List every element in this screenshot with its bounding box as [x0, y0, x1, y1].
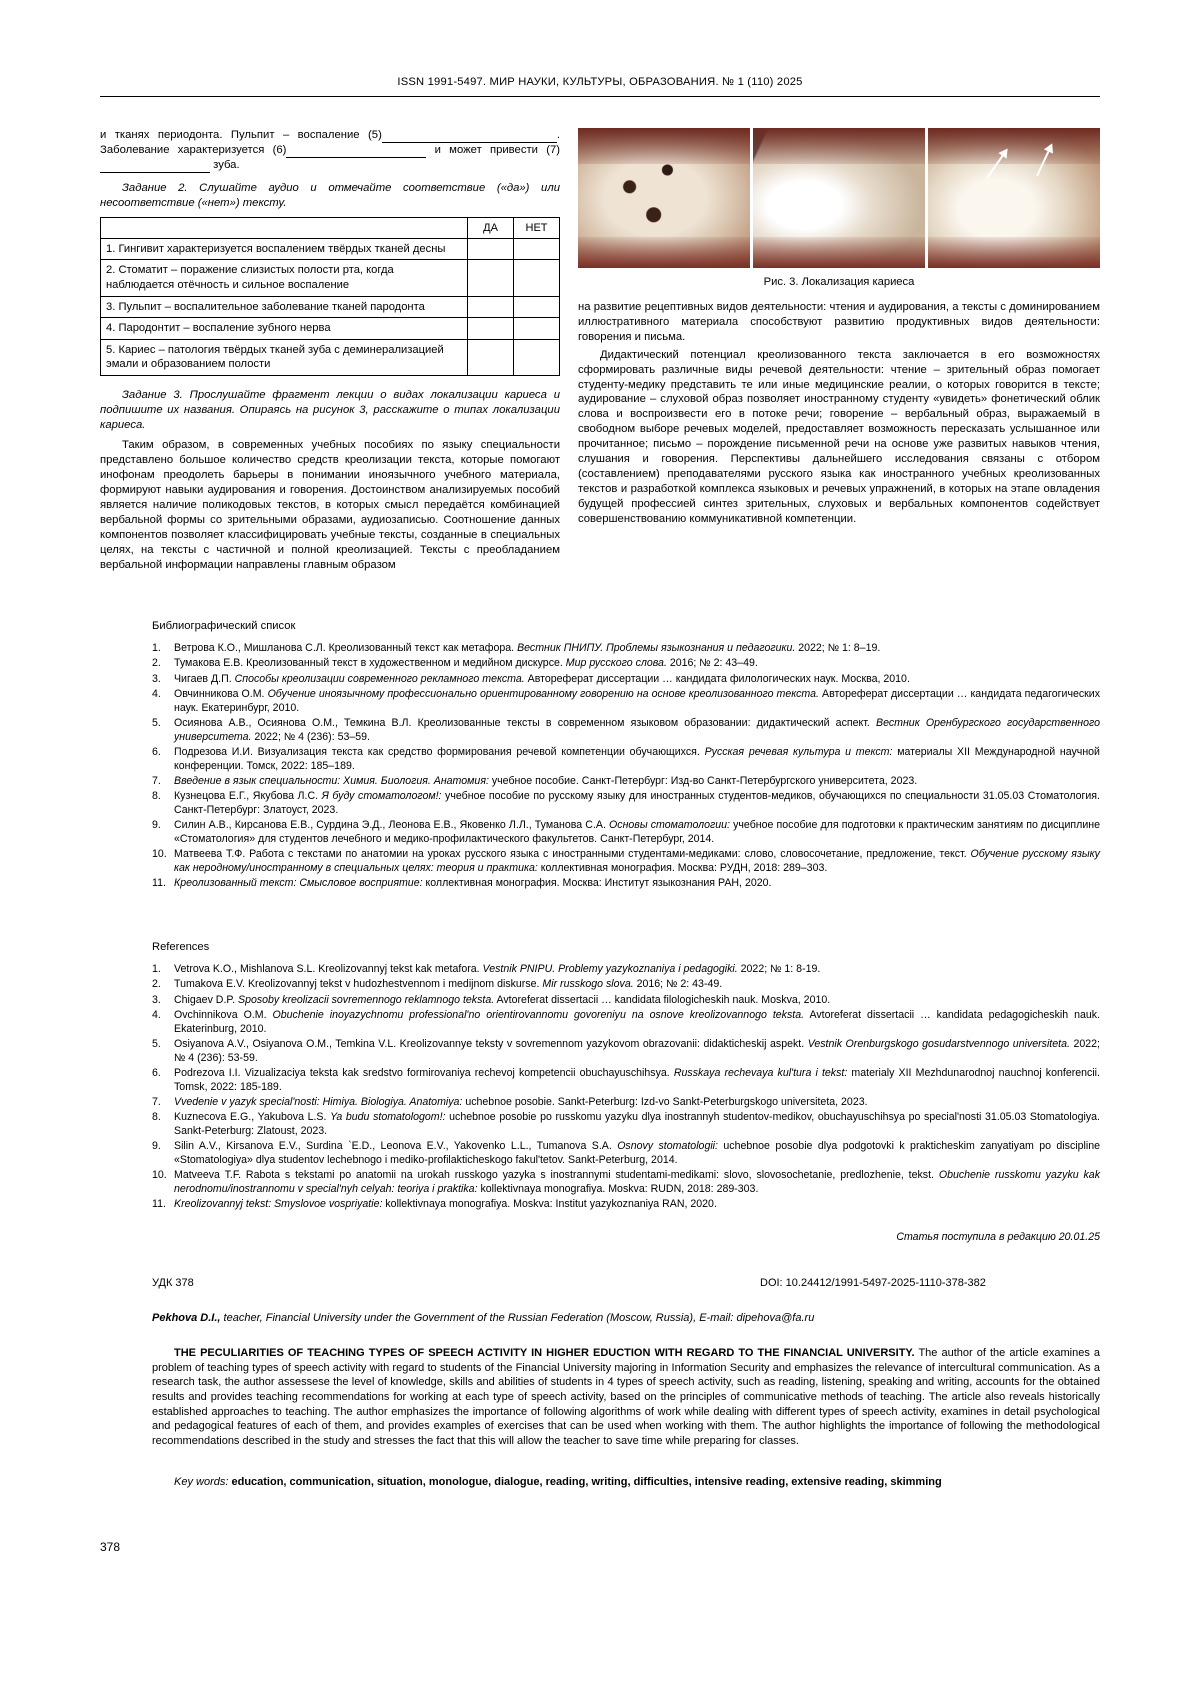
bibliography-item [152, 688, 1100, 716]
bibliography-item [152, 877, 1100, 891]
reference-item [152, 1198, 1100, 1212]
reference-item [152, 1140, 1100, 1168]
item-text: Чигаев Д.П. Способы креолизации современного рекламного текста. Автореферат диссертации … кандидата филологических наук. Москва, 2010. [174, 672, 910, 685]
right-column [578, 300, 1100, 527]
quiz-statement: 2. Стоматит – поражение слизистых полости рта, когда наблюдается отёчность и сильное воспаление [101, 260, 468, 296]
blank-7 [100, 162, 210, 173]
item-number: 7. [152, 774, 161, 787]
abstract-block [152, 1346, 1100, 1448]
author-name: Pekhova D.I., [152, 1312, 221, 1324]
article-title: THE PECULIARITIES OF TEACHING TYPES OF SPEECH ACTIVITY IN HIGHER EDUCTION WITH REGARD TO THE FINANCIAL UNIVERSITY. [174, 1347, 915, 1359]
answer-cell-yes[interactable] [468, 238, 514, 260]
photo-gingiva-bottom [928, 237, 1100, 268]
intro-paragraph [100, 128, 560, 173]
item-number: 5. [152, 1037, 161, 1050]
item-number: 4. [152, 687, 161, 700]
item-text: Kreolizovannyj tekst: Smyslovoe vospriyatie: kollektivnaya monografiya. Moskva: Institut yazykoznaniya RAN, 2020. [174, 1198, 717, 1211]
item-number: 9. [152, 819, 161, 832]
item-number: 10. [152, 848, 167, 861]
item-text: Tumakova E.V. Kreolizovannyj tekst v hudozhestvennom i medijnom diskurse. Mir russkogo slova. 2016; № 2: 43-49. [174, 978, 723, 991]
received-date: Статья поступила в редакцию 20.01.25 [896, 1231, 1100, 1243]
item-text: Силин А.В., Кирсанова Е.В., Сурдина Э.Д., Леонова Е.В., Яковенко Л.Л., Туманова С.А. Основы стоматологии: учебное пособие для подготовки к практическим занятиям по дисциплине «Стоматология» для студентов лечебного и медико-профилактического факультетов. Санкт-Петербург, 2014. [174, 819, 1100, 845]
table-header-blank [101, 217, 468, 238]
item-text: Матвеева Т.Ф. Работа с текстами по анатомии на уроках русского языка с иностранными студентами-медиками: слово, словосочетание, предложение, текст. Обучение русскому языку как неродному/иностранному в специальных целях: теория и практика: коллективная монография. Москва: РУДН, 2018: 289–303. [174, 848, 1100, 874]
bibliography-item [152, 848, 1100, 876]
item-number: 2. [152, 978, 161, 991]
table-row [101, 238, 560, 260]
item-text: Введение в язык специальности: Химия. Биология. Анатомия: учебное пособие. Санкт-Петербург: Изд-во Санкт-Петербургского университета, 2023. [174, 774, 918, 787]
intro-text-1: и тканях периодонта. Пульпит – воспаление (5) [100, 129, 382, 141]
photo-gingiva-top [928, 128, 1100, 164]
task-3-instruction: Задание 3. Прослушайте фрагмент лекции о видах локализации кариеса и подпишите их названия. Опираясь на рисунок 3, расскажите о типах локализации кариеса. [100, 388, 560, 431]
column-header-yes: ДА [468, 217, 514, 238]
item-number: 9. [152, 1140, 161, 1153]
left-body-paragraph: Таким образом, в современных учебных пособиях по языку специальности представлено большое количество средств креолизации текста, которые помогают инофонам преодолеть барьеры в понимании иноязычного учебного материала, формируют навыки аудирования и говорения. Достоинством анализируемых пособий является наличие поликодовых текстов, в которых смысл передаётся комбинацией вербальной формы со зрительными образами, аудиозаписью. Соотношение данных компонентов позволяет классифицировать учебные тексты, созданные в специальных целях, на тексты с частичной и полной креолизацией. Тексты с преобладанием вербальной информации направлены главным образом [100, 439, 560, 571]
item-number: 1. [152, 963, 161, 975]
table-row [101, 339, 560, 375]
reference-item [152, 963, 1100, 977]
figure-3-images [578, 128, 1100, 268]
bibliography-item [152, 790, 1100, 818]
item-number: 11. [152, 1198, 166, 1211]
abstract-text: The author of the article examines a problem of teaching types of speech activity with regard to students of the Financial University majoring in Information Security and emphasizes the relevance of intercultural communication. As a research task, the author assessese the level of knowledge, skills and abilities of students in 4 types of speech activity, such as reading, listening, speaking and writing, accounts for the obtained results and provides teaching recommendations for working at each type of speech activity, based on the principles of communicative methods of teaching. The article also reveals historically established approaches to teaching. The author emphasizes the importance of following algorithms of work while dealing with different types of speech activity, examines in detail psychological and pedagogical features of each of them, and provides examples of exercises that can be used when working with them. The author highlights the importance of following the methodological recommendations described in the study and stresses the fact that this will allow the teacher to save time while preparing for classes. [152, 1347, 1101, 1447]
item-text: Vetrova K.O., Mishlanova S.L. Kreolizovannyj tekst kak metafora. Vestnik PNIPU. Problemy yazykoznaniya i pedagogiki. 2022; № 1: 8-19. [174, 963, 821, 975]
item-text: Kuznecova E.G., Yakubova L.S. Ya budu stomatologom!: uchebnoe posobie po russkomu yazyku dlya inostrannyh studentov-medikov, obuchayuschihsya po special'nosti 31.05.03 Stomatologiya. Sankt-Peterburg: Zlatoust, 2023. [174, 1111, 1100, 1137]
reference-item [152, 978, 1100, 992]
photo-gingiva-bottom [753, 237, 925, 268]
bibliography-item [152, 819, 1100, 847]
right-body-paragraph-2: Дидактический потенциал креолизованного текста заключается в его возможностях сформировать различные виды речевой деятельности: чтение – зрительный образ помогает студенту-медику представить те или иные медицинские реалии, о которых говорится в тексте; аудирование – слуховой образ позволяет иностранному студенту «увидеть» фонетический облик слова и воспроизвести его в потоке речи; говорение – вербальный образ, выражаемый в свободном выборе речевых моделей, предоставляет возможность пересказать услышанное или прочитанное; письмо – порождение письменной речи на основе уже развитых навыков чтения, слушания и говорения. Перспективы дальнейшего исследования связаны с отбором (составлением) преподавателями русского языка как иностранного учебных креолизованных текстов и разработкой комплекса языковых и речевых упражнений, в которых на этапе овладения будущей профессией синтез зрительных, слуховых и вербальных компонентов содействует совершенствованию коммуникативной компетенции. [578, 348, 1100, 525]
answer-cell-no[interactable] [514, 318, 560, 340]
item-number: 8. [152, 1111, 161, 1124]
item-text: Тумакова Е.В. Креолизованный текст в художественном и медийном дискурсе. Мир русского слова. 2016; № 2: 43–49. [174, 657, 758, 670]
references-heading: References [152, 941, 210, 953]
item-text: Vvedenie v yazyk special'nosti: Himiya. Biologiya. Anatomiya: uchebnoe posobie. Sankt-Peterburg: Izd-vo Sankt-Peterburgskogo universiteta, 2023. [174, 1095, 868, 1108]
item-number: 3. [152, 993, 161, 1006]
author-line [152, 1312, 1100, 1324]
header-divider [100, 96, 1100, 97]
right-body-paragraph-1: на развитие рецептивных видов деятельности: чтения и аудирования, а тексты с доминированием иллюстративного материала способствуют развитию продуктивных видов деятельности: говорения и письма. [578, 301, 1100, 343]
bibliography-item [152, 746, 1100, 774]
item-text: Подрезова И.И. Визуализация текста как средство формирования речевой компетенции обучающихся. Русская речевая культура и текст: материалы XII Международной научной конференции. Томск, 2022: 185–189. [174, 745, 1100, 772]
answer-cell-no[interactable] [514, 238, 560, 260]
abstract-paragraph [152, 1346, 1100, 1448]
item-number: 6. [152, 745, 161, 758]
reference-item [152, 1009, 1100, 1037]
bibliography-list [152, 642, 1100, 893]
photo-gingiva-top [753, 128, 925, 164]
table-header-row [101, 217, 560, 238]
keywords-label: Key words: [174, 1476, 229, 1488]
quiz-statement: 3. Пульпит – воспалительное заболевание тканей пародонта [101, 296, 468, 318]
journal-header: ISSN 1991-5497. МИР НАУКИ, КУЛЬТУРЫ, ОБРАЗОВАНИЯ. № 1 (110) 2025 [397, 76, 803, 88]
intro-text-3: и может привести (7) [426, 143, 561, 156]
reference-item [152, 1067, 1100, 1095]
author-affiliation: teacher, Financial University under the Government of the Russian Federation (Moscow, Russia), E-mail: dipehova@fa.ru [220, 1312, 815, 1324]
bibliography-item [152, 642, 1100, 656]
item-text: Осиянова А.В., Осиянова О.М., Темкина В.Л. Креолизованные тексты в современном языковом образовании: дидактический аспект. Вестник Оренбургского государственного университета. 2022; № 4 (236): 53–59. [174, 716, 1100, 743]
reference-item [152, 994, 1100, 1008]
bibliography-item [152, 717, 1100, 745]
item-text: Silin A.V., Kirsanova E.V., Surdina `E.D., Leonova E.V., Yakovenko L.L., Tumanova S.A. Osnovy stomatologii: uchebnoe posobie dlya podgotovki k prakticheskim zanyatiyam po discipline «Stomatologiya» dlya studentov lechebnogo i mediko-profilakticheskogo fakul'tetov. Sankt-Peterburg, 2014. [174, 1140, 1100, 1166]
bibliography-item [152, 657, 1100, 671]
photo-cervical-caries [928, 128, 1100, 268]
reference-item [152, 1096, 1100, 1110]
keywords-block [152, 1475, 1100, 1490]
table-row [101, 296, 560, 318]
item-number: 11. [152, 877, 166, 890]
reference-item [152, 1169, 1100, 1197]
photo-proximal-caries [753, 128, 925, 268]
answer-cell-no[interactable] [514, 260, 560, 296]
quiz-statement: 4. Пародонтит – воспаление зубного нерва [101, 318, 468, 340]
item-number: 2. [152, 657, 161, 670]
item-number: 7. [152, 1095, 161, 1108]
table-row [101, 318, 560, 340]
task-2-instruction: Задание 2. Слушайте аудио и отмечайте соответствие («да») или несоответствие («нет») тексту. [100, 181, 560, 209]
answer-cell-yes[interactable] [468, 260, 514, 296]
figure-3-caption: Рис. 3. Локализация кариеса [763, 276, 915, 288]
photo-occlusal-caries [578, 128, 750, 268]
udk-code: УДК 378 [152, 1277, 194, 1289]
photo-gingiva-top [578, 128, 750, 164]
blank-6 [286, 147, 426, 158]
item-text: Креолизованный текст: Смысловое восприятие: коллективная монография. Москва: Институт языкознания РАН, 2020. [174, 877, 772, 890]
item-text: Кузнецова Е.Г., Якубова Л.С. Я буду стоматологом!: учебное пособие по русскому языку для иностранных студентов-медиков, обучающихся по специальности 31.05.03 Стоматология. Санкт-Петербург: Златоуст, 2023. [174, 790, 1100, 816]
item-text: Овчинникова О.М. Обучение иноязычному профессионально ориентированному говорению на основе креолизованного текста. Автореферат диссертации … кандидата педагогических наук. Екатеринбург, 2010. [174, 687, 1100, 714]
bibliography-heading: Библиографический список [152, 620, 296, 632]
quiz-statement: 5. Кариес – патология твёрдых тканей зуба с деминерализацией эмали и образованием полости [101, 339, 468, 375]
item-number: 4. [152, 1008, 161, 1021]
answer-cell-yes[interactable] [468, 296, 514, 318]
item-number: 3. [152, 672, 161, 685]
column-header-no: НЕТ [514, 217, 560, 238]
listening-quiz-table [100, 217, 560, 376]
item-number: 5. [152, 716, 161, 729]
left-column [100, 128, 560, 573]
reference-item [152, 1111, 1100, 1139]
item-number: 10. [152, 1169, 167, 1182]
quiz-statement: 1. Гингивит характеризуется воспалением твёрдых тканей десны [101, 238, 468, 260]
reference-item [152, 1038, 1100, 1066]
answer-cell-yes[interactable] [468, 339, 514, 375]
item-number: 8. [152, 790, 161, 803]
doi-code: DOI: 10.24412/1991-5497-2025-1110-378-382 [760, 1277, 986, 1289]
answer-cell-no[interactable] [514, 339, 560, 375]
photo-gingiva-bottom [578, 237, 750, 268]
item-text: Osiyanova A.V., Osiyanova O.M., Temkina V.L. Kreolizovannye teksty v sovremennom yazykovom obrazovanii: didakticheskij aspekt. Vestnik Orenburgskogo gosudarstvennogo universiteta. 2022; № 4 (236): 53-59. [174, 1037, 1100, 1064]
page-number: 378 [100, 1540, 121, 1554]
item-text: Podrezova I.I. Vizualizaciya teksta kak sredstvo formirovaniya rechevoj kompetencii obuchayuschihsya. Russkaya rechevaya kul'tura i tekst: materialy XII Mezhdunarodnoj nauchnoj konferencii. Tomsk, 2022: 185-189. [174, 1066, 1100, 1093]
answer-cell-no[interactable] [514, 296, 560, 318]
intro-text-2: . Заболевание характеризуется (6) [100, 129, 560, 156]
item-number: 1. [152, 642, 161, 654]
item-number: 6. [152, 1066, 161, 1079]
item-text: Chigaev D.P. Sposoby kreolizacii sovremennogo reklamnogo teksta. Avtoreferat dissertacii … kandidata filologicheskih nauk. Moskva, 2010. [174, 993, 831, 1006]
keywords-text: education, communication, situation, monologue, dialogue, reading, writing, difficulties, intensive reading, extensive reading, skimming [228, 1476, 942, 1488]
item-text: Matveeva T.F. Rabota s tekstami po anatomii na urokah russkogo yazyka s inostrannymi studentami-medikami: slovo, slovosochetanie, predlozhenie, tekst. Obuchenie russkomu yazyku kak nerodnomu/inostrannomu v special'nyh celyah: teoriya i praktika: kollektivnaya monografiya. Moskva: RUDN, 2018: 289-303. [174, 1169, 1100, 1195]
table-row [101, 260, 560, 296]
answer-cell-yes[interactable] [468, 318, 514, 340]
item-text: Ветрова К.О., Мишланова С.Л. Креолизованный текст как метафора. Вестник ПНИПУ. Проблемы языкознания и педагогики. 2022; № 1: 8–19. [174, 642, 881, 654]
blank-5 [382, 132, 557, 143]
item-text: Ovchinnikova O.M. Obuchenie inoyazychnomu professional'no orientirovannomu govoreniyu na osnove kreolizovannogo teksta. Avtoreferat dissertacii … kandidata pedagogicheskih nauk. Ekaterinburg, 2010. [174, 1008, 1101, 1035]
references-list [152, 963, 1100, 1214]
intro-text-4: зуба. [210, 158, 240, 171]
bibliography-item [152, 673, 1100, 687]
bibliography-item [152, 775, 1100, 789]
